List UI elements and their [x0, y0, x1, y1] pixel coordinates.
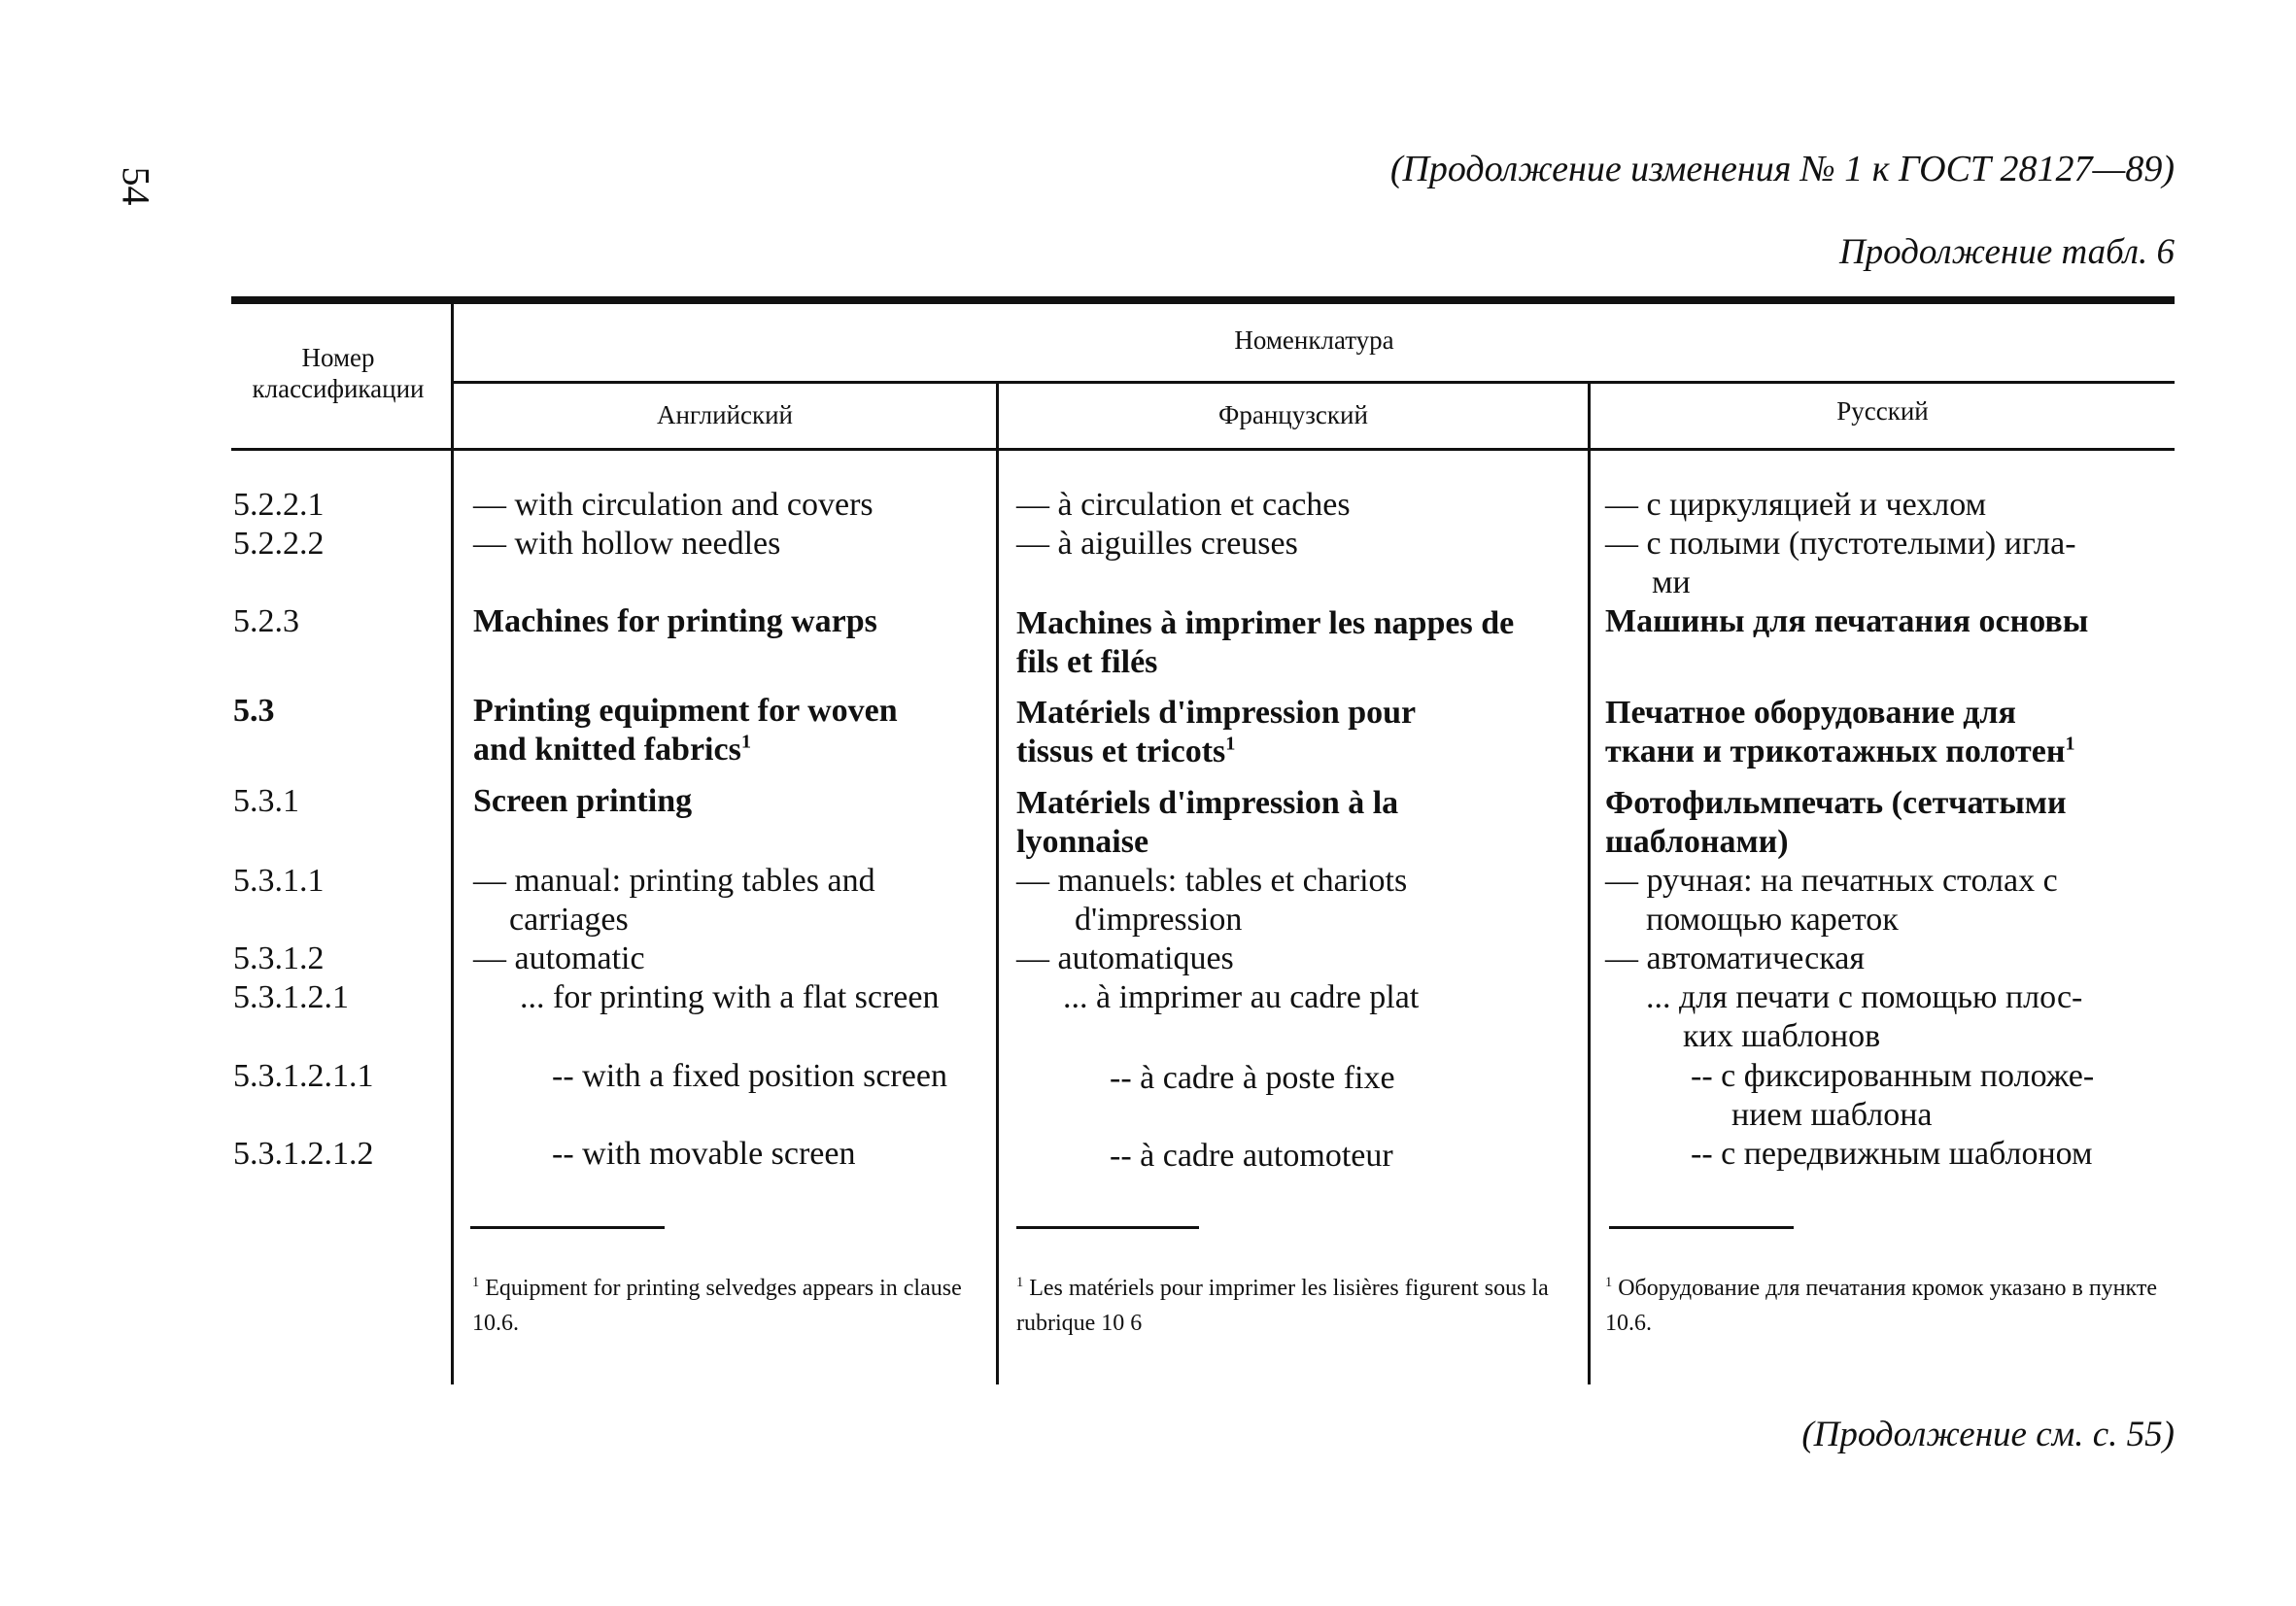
row-number: 5.2.2.2 — [233, 526, 325, 562]
row-number: 5.3.1.2 — [233, 940, 325, 976]
cell-russian: -- с фиксированным положе- — [1691, 1058, 2095, 1094]
cell-english: — with hollow needles — [473, 526, 781, 562]
page-number: 54 — [114, 166, 158, 206]
cell-russian: — с циркуляцией и чехлом — [1605, 487, 1987, 523]
row-number: 5.2.2.1 — [233, 487, 325, 523]
cell-english: — automatic — [473, 940, 645, 976]
continued-note: (Продолжение см. с. 55) — [1801, 1415, 2175, 1454]
cell-english: Printing equipment for woven — [473, 693, 898, 729]
header-french: Французский — [1218, 400, 1368, 429]
cell-french: Matériels d'impression à la — [1016, 785, 1399, 821]
cell-russian-cont: помощью кареток — [1646, 902, 1899, 938]
row-number: 5.3.1 — [233, 783, 299, 819]
header-russian: Русский — [1836, 396, 1929, 426]
footnote-english: $^1$ Equipment for printing selvedges appears in clause 10.6. — [472, 1275, 962, 1336]
cell-english: — with circulation and covers — [473, 487, 874, 523]
cell-french: — manuels: tables et chariots — [1016, 863, 1408, 899]
cell-french-cont: d'impression — [1075, 902, 1243, 938]
cell-russian-cont: ких шаблонов — [1683, 1018, 1881, 1054]
cell-russian: — ручная: на печатных столах с — [1605, 863, 2058, 899]
cell-french: ... à imprimer au cadre plat — [1063, 979, 1420, 1015]
cell-french-cont: lyonnaise — [1016, 824, 1149, 860]
footnote-separator — [470, 1226, 665, 1229]
footnote-separator — [1609, 1226, 1794, 1229]
header-bottom-rule — [231, 448, 2175, 451]
cell-french: -- à cadre à poste fixe — [1110, 1060, 1395, 1096]
cell-english: -- with movable screen — [552, 1136, 856, 1172]
cell-english: ... for printing with a flat screen — [520, 979, 940, 1015]
cell-french: — à circulation et caches — [1016, 487, 1351, 523]
cell-french: — automatiques — [1016, 940, 1234, 976]
running-head: (Продолжение изменения № 1 к ГОСТ 28127—89) — [1389, 149, 2175, 189]
column-divider — [996, 382, 999, 1384]
cell-english: Screen printing — [473, 783, 693, 819]
row-number: 5.3.1.1 — [233, 863, 325, 899]
cell-russian: Фотофильмпечать (сетчатыми — [1605, 785, 2067, 821]
cell-russian-cont: нием шаблона — [1731, 1097, 1933, 1133]
row-number: 5.3 — [233, 693, 275, 729]
row-number: 5.3.1.2.1.1 — [233, 1058, 374, 1094]
row-number: 5.3.1.2.1.2 — [233, 1136, 374, 1172]
header-classification: Номер классификации — [252, 343, 425, 403]
cell-french: — à aiguilles creuses — [1016, 526, 1298, 562]
cell-english: — manual: printing tables and — [473, 863, 875, 899]
cell-russian: — с полыми (пустотелыми) игла- — [1605, 526, 2076, 562]
header-mid-rule — [452, 381, 2175, 384]
column-divider — [451, 296, 454, 1384]
cell-russian: -- с передвижным шаблоном — [1691, 1136, 2093, 1172]
cell-russian-cont: шаблонами) — [1605, 824, 1789, 860]
row-number: 5.2.3 — [233, 603, 299, 639]
cell-french: Machines à imprimer les nappes de — [1016, 605, 1515, 641]
cell-russian: Печатное оборудование для — [1605, 695, 2016, 731]
header-english: Английский — [656, 400, 794, 429]
table-caption: Продолжение табл. 6 — [1838, 232, 2175, 272]
table-top-rule — [231, 296, 2175, 304]
column-divider — [1588, 382, 1591, 1384]
cell-russian: ... для печати с помощью плос- — [1646, 979, 2083, 1015]
header-nomenclature: Номенклатура — [1234, 325, 1394, 355]
footnote-french: $^1$ Les matériels pour imprimer les lisières figurent sous la rubrique 10 6 — [1016, 1275, 1549, 1336]
cell-russian: Машины для печатания основы — [1605, 603, 2089, 639]
cell-french: Matériels d'impression pour — [1016, 695, 1417, 731]
cell-russian-cont: ми — [1652, 564, 1691, 600]
cell-russian: — автоматическая — [1605, 940, 1865, 976]
cell-french: -- à cadre automoteur — [1110, 1138, 1393, 1174]
cell-english: -- with a fixed position screen — [552, 1058, 947, 1094]
cell-english-cont: carriages — [509, 902, 629, 938]
cell-french-cont: fils et filés — [1016, 644, 1158, 680]
cell-russian-cont: ткани и трикотажных полотен$^1$ — [1605, 733, 2075, 769]
cell-english: Machines for printing warps — [473, 603, 877, 639]
row-number: 5.3.1.2.1 — [233, 979, 349, 1015]
footnote-separator — [1016, 1226, 1199, 1229]
cell-french-cont: tissus et tricots$^1$ — [1016, 733, 1236, 769]
cell-english-cont: and knitted fabrics$^1$ — [473, 731, 752, 768]
footnote-russian: $^1$ Оборудование для печатания кромок указано в пункте 10.6. — [1605, 1275, 2158, 1336]
